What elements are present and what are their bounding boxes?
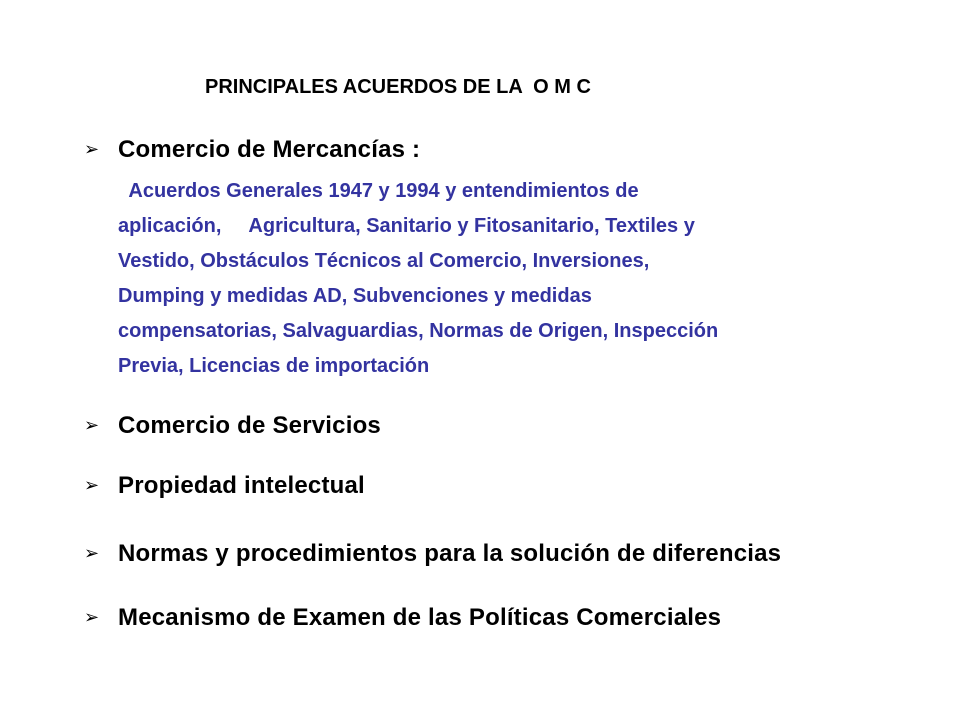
bullet-item-label: Normas y procedimientos para la solución de diferencias — [118, 540, 782, 567]
bullet-item-normas — [84, 540, 781, 568]
bullet-item-label: Comercio de Servicios — [118, 412, 381, 439]
bullet-item-propiedad — [84, 472, 365, 500]
detail-line: compensatorias, Salvaguardias, Normas de Origen, Inspección — [118, 320, 719, 342]
bullet-item-label: Comercio de Mercancías : — [118, 136, 421, 163]
arrow-bullet-icon: ➢ — [84, 415, 100, 435]
bullet-item-label: Propiedad intelectual — [118, 472, 365, 499]
detail-line: aplicación, Agricultura, Sanitario y Fitosanitario, Textiles y — [118, 215, 695, 237]
bullet-item-mecanismo — [84, 604, 721, 632]
detail-line: Vestido, Obstáculos Técnicos al Comercio, Inversiones, — [118, 250, 650, 272]
mercancias-detail-text — [118, 174, 918, 384]
bullet-item-label: Mecanismo de Examen de las Políticas Comerciales — [118, 604, 722, 631]
arrow-bullet-icon: ➢ — [84, 607, 100, 627]
slide-title: PRINCIPALES ACUERDOS DE LA O M C — [205, 76, 591, 98]
detail-line: Dumping y medidas AD, Subvenciones y medidas — [118, 285, 592, 307]
detail-line: Acuerdos Generales 1947 y 1994 y entendimientos de — [118, 180, 639, 202]
bullet-item-mercancias — [84, 136, 420, 164]
detail-line: Previa, Licencias de importación — [118, 355, 430, 377]
arrow-bullet-icon: ➢ — [84, 475, 100, 495]
arrow-bullet-icon: ➢ — [84, 543, 100, 563]
arrow-bullet-icon: ➢ — [84, 139, 100, 159]
bullet-item-servicios — [84, 412, 381, 440]
